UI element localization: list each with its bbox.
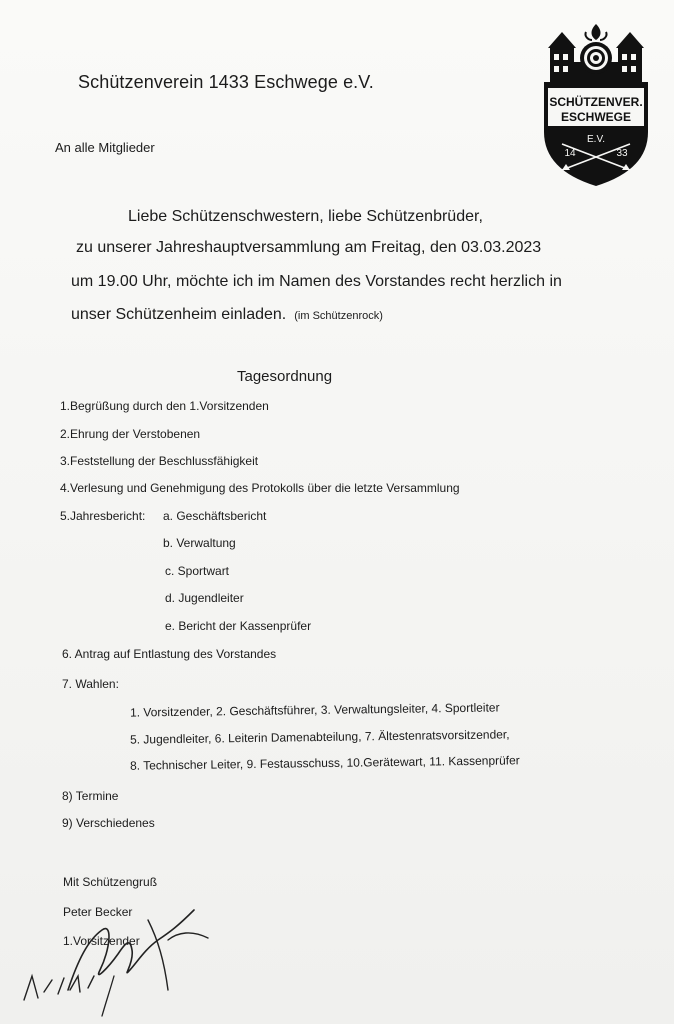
- agenda-item: 6. Antrag auf Entlastung des Vorstandes: [62, 647, 277, 661]
- intro-line-4: [71, 303, 383, 328]
- agenda-item: 4.Verlesung und Genehmigung des Protokolls über die letzte Versammlung: [60, 481, 460, 495]
- emblem-year-right: 33: [616, 148, 628, 159]
- agenda-subitem: 1. Vorsitzender, 2. Geschäftsführer, 3. Verwaltungsleiter, 4. Sportleiter: [129, 700, 500, 720]
- intro-line-2: zu unserer Jahreshauptversammlung am Freitag, den 03.03.2023: [76, 239, 542, 256]
- agenda-subitem: a. Geschäftsbericht: [163, 509, 267, 523]
- agenda-item: 5.Jahresbericht:: [60, 509, 146, 523]
- agenda-subitem: 8. Technischer Leiter, 9. Festausschuss, 10.Gerätewart, 11. Kassenprüfer: [129, 753, 520, 773]
- intro-line-1: Liebe Schützenschwestern, liebe Schützenbrüder,: [128, 208, 483, 225]
- agenda-item: 8) Termine: [62, 789, 119, 803]
- agenda-subitem: 5. Jugendleiter, 6. Leiterin Damenabteilung, 7. Ältestenratsvorsitzender,: [129, 727, 510, 747]
- agenda-subitem: d. Jugendleiter: [165, 591, 244, 605]
- agenda-title: Tagesordnung: [237, 368, 333, 385]
- club-emblem-logo: [540, 20, 652, 188]
- agenda-item: 7. Wahlen:: [62, 677, 119, 691]
- intro-line-4-text: unser Schützenheim einladen.: [71, 306, 287, 323]
- agenda-subitem: e. Bericht der Kassenprüfer: [165, 619, 312, 633]
- closing-greeting: Mit Schützengruß: [63, 875, 158, 889]
- signer-role: 1.Vorsitzender: [63, 934, 140, 948]
- intro-line-4-note: (im Schützenrock): [294, 310, 383, 322]
- agenda-item: 9) Verschiedenes: [62, 816, 155, 830]
- emblem-line2: ESCHWEGE: [560, 110, 632, 124]
- emblem-ev: E.V.: [587, 134, 605, 145]
- agenda-item: 1.Begrüßung durch den 1.Vorsitzenden: [60, 399, 269, 413]
- agenda-subitem: c. Sportwart: [165, 564, 230, 578]
- emblem-line1: SCHÜTZENVER.: [549, 95, 643, 109]
- agenda-item: 2.Ehrung der Verstobenen: [60, 427, 201, 441]
- handwritten-signature: [18, 880, 248, 1020]
- signer-name: Peter Becker: [63, 905, 133, 919]
- emblem-year-left: 14: [564, 148, 576, 159]
- intro-line-3: um 19.00 Uhr, möchte ich im Namen des Vorstandes recht herzlich in: [71, 273, 562, 290]
- recipient-line: An alle Mitglieder: [55, 140, 155, 155]
- agenda-item: 3.Feststellung der Beschlussfähigkeit: [60, 454, 259, 468]
- agenda-subitem: b. Verwaltung: [163, 536, 236, 550]
- club-name: Schützenverein 1433 Eschwege e.V.: [78, 72, 374, 92]
